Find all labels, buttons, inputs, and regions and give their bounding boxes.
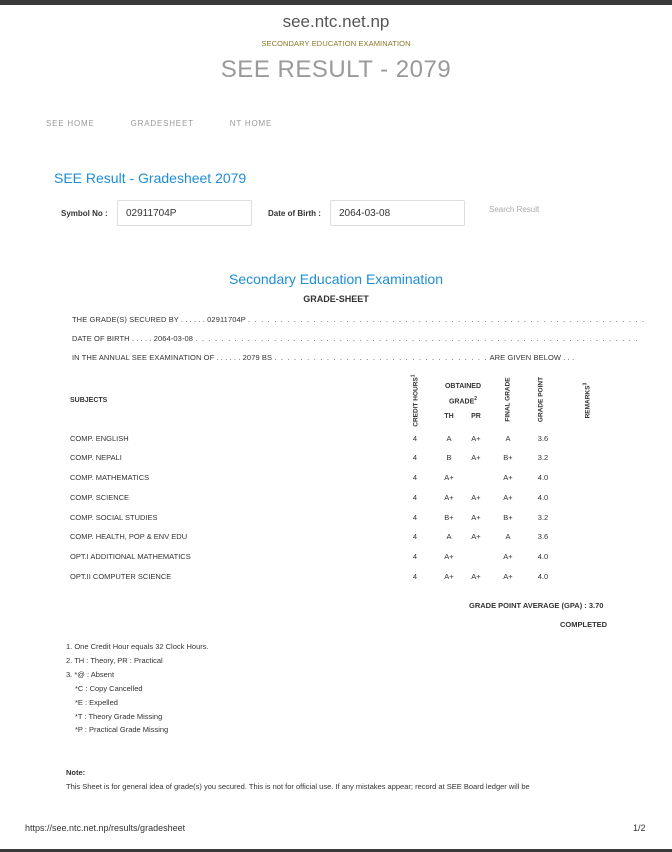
- table-row: [0, 513, 672, 525]
- info-prefix: DATE OF BIRTH . . . . .: [72, 334, 152, 343]
- credit-cell: 4: [412, 453, 418, 462]
- gp-cell: 3.6: [537, 532, 549, 541]
- footnote: *E : Expelled: [75, 698, 118, 707]
- symbol-label: Symbol No :: [61, 209, 108, 218]
- final-cell: A: [505, 434, 511, 443]
- main-nav: [46, 119, 308, 128]
- footnote: *T : Theory Grade Missing: [75, 712, 163, 721]
- gp-cell: 3.2: [537, 453, 549, 462]
- info-line-exam: [72, 353, 574, 362]
- info-value: 02911704P: [207, 315, 246, 324]
- th-cell: A+: [444, 493, 454, 502]
- sheet-title: Secondary Education Examination: [228, 271, 444, 287]
- gp-cell: 3.2: [537, 513, 549, 522]
- symbol-input[interactable]: [117, 200, 252, 226]
- note-text: This Sheet is for general idea of grade(s) you secured. This is not for official use. If any mistakes appear; record at SEE Board ledger will be: [66, 782, 530, 791]
- th-cell: B: [446, 453, 452, 462]
- form-title: SEE Result - Gradesheet 2079: [54, 170, 247, 186]
- final-cell: B+: [503, 513, 513, 522]
- th-cell: B+: [444, 513, 454, 522]
- gp-cell: 4.0: [537, 493, 549, 502]
- final-cell: A: [505, 532, 511, 541]
- table-row: [0, 552, 672, 564]
- footer-url: https://see.ntc.net.np/results/gradesheet: [25, 823, 186, 833]
- gp-cell: 3.6: [537, 434, 549, 443]
- subject-cell: COMP. SOCIAL STUDIES: [70, 513, 158, 522]
- info-dots: . . . . . . . . . . . . . . . . . . . . . . . . . . . . . . . . . . . . . . . . . . . . . . . . . . . . . . . . . . . . . . . . . . . .: [195, 334, 639, 343]
- final-cell: A+: [503, 552, 513, 561]
- info-prefix: IN THE ANNUAL SEE EXAMINATION OF . . . . . .: [72, 353, 241, 362]
- page-number: 1/2: [633, 823, 646, 833]
- nav-see-home[interactable]: SEE HOME: [46, 119, 95, 128]
- col-subjects: SUBJECTS: [70, 397, 108, 404]
- col-pr: PR: [471, 413, 481, 420]
- pr-cell: A+: [471, 434, 481, 443]
- th-cell: A+: [444, 552, 454, 561]
- footnote: 1. One Credit Hour equals 32 Clock Hours.: [66, 642, 209, 651]
- final-cell: A+: [503, 572, 513, 581]
- info-prefix: THE GRADE(S) SECURED BY . . . . . .: [72, 315, 205, 324]
- subject-cell: COMP. SCIENCE: [70, 493, 130, 502]
- credit-cell: 4: [412, 513, 418, 522]
- final-cell: A+: [503, 493, 513, 502]
- site-domain: see.ntc.net.np: [282, 12, 390, 31]
- th-cell: A: [446, 434, 452, 443]
- credit-cell: 4: [412, 473, 418, 482]
- dob-input[interactable]: [330, 200, 465, 226]
- col-grade-point: GRADE POINT: [537, 376, 545, 423]
- th-cell: A+: [444, 572, 454, 581]
- credit-cell: 4: [412, 493, 418, 502]
- th-cell: A+: [444, 473, 454, 482]
- nav-nt-home[interactable]: NT HOME: [229, 119, 273, 128]
- credit-cell: 4: [412, 572, 418, 581]
- pr-cell: A+: [471, 453, 481, 462]
- col-final-grade: FINAL GRADE: [504, 377, 512, 422]
- sheet-subtitle: GRADE-SHEET: [303, 294, 369, 304]
- subject-cell: OPT.II COMPUTER SCIENCE: [70, 572, 172, 581]
- table-row: [0, 473, 672, 485]
- info-value: 2079 BS: [242, 353, 273, 362]
- pr-cell: A+: [471, 572, 481, 581]
- table-row: [0, 493, 672, 505]
- info-line-symbol: [72, 315, 645, 324]
- subject-cell: COMP. MATHEMATICS: [70, 473, 150, 482]
- gpa-summary: GRADE POINT AVERAGE (GPA) : 3.70: [469, 601, 604, 610]
- gp-cell: 4.0: [537, 572, 549, 581]
- table-row: [0, 532, 672, 544]
- table-row: [0, 453, 672, 465]
- footnote: 3. *@ : Absent: [66, 670, 115, 679]
- table-row: [0, 434, 672, 446]
- footnote: 2. TH : Theory, PR : Practical: [66, 656, 163, 665]
- status-text: COMPLETED: [560, 620, 608, 629]
- info-value: 2064-03-08: [153, 334, 194, 343]
- page-title: SEE RESULT - 2079: [220, 56, 452, 83]
- info-dots: . . . . . . . . . . . . . . . . . . . . . . . . . . . . . . . . .: [274, 353, 488, 362]
- col-credit-hours: CREDIT HOURS$^1$: [410, 374, 420, 427]
- th-cell: A: [446, 532, 452, 541]
- footnote: *P : Practical Grade Missing: [75, 725, 169, 734]
- credit-cell: 4: [412, 552, 418, 561]
- gp-cell: 4.0: [537, 552, 549, 561]
- info-dots: . . . . . . . . . . . . . . . . . . . . . . . . . . . . . . . . . . . . . . . . . . . . . . . . . . . . . . . . . . . . .: [247, 315, 646, 324]
- final-cell: A+: [503, 473, 513, 482]
- pr-cell: A+: [471, 532, 481, 541]
- note-heading: Note:: [66, 768, 86, 777]
- search-result-button[interactable]: Search Result: [489, 205, 540, 214]
- pr-cell: A+: [471, 513, 481, 522]
- col-remarks: REMARKS$^3$: [582, 382, 592, 419]
- info-suffix: ARE GIVEN BELOW . . .: [489, 353, 575, 362]
- subject-cell: COMP. ENGLISH: [70, 434, 129, 443]
- final-cell: B+: [503, 453, 513, 462]
- footnote: *C : Copy Cancelled: [75, 684, 143, 693]
- gp-cell: 4.0: [537, 473, 549, 482]
- subject-cell: OPT.I ADDITIONAL MATHEMATICS: [70, 552, 191, 561]
- top-bar: [0, 0, 672, 5]
- info-line-dob: [72, 334, 639, 343]
- credit-cell: 4: [412, 532, 418, 541]
- col-th: TH: [444, 413, 454, 420]
- subject-cell: COMP. HEALTH, POP & ENV EDU: [70, 532, 188, 541]
- exam-subtitle: SECONDARY EDUCATION EXAMINATION: [261, 39, 411, 48]
- table-row: [0, 572, 672, 584]
- nav-gradesheet[interactable]: GRADESHEET: [130, 119, 194, 128]
- dob-label: Date of Birth :: [268, 209, 321, 218]
- col-obtained-grade: OBTAINED GRADE$^2$: [444, 383, 482, 406]
- subject-cell: COMP. NEPALI: [70, 453, 122, 462]
- credit-cell: 4: [412, 434, 418, 443]
- pr-cell: A+: [471, 493, 481, 502]
